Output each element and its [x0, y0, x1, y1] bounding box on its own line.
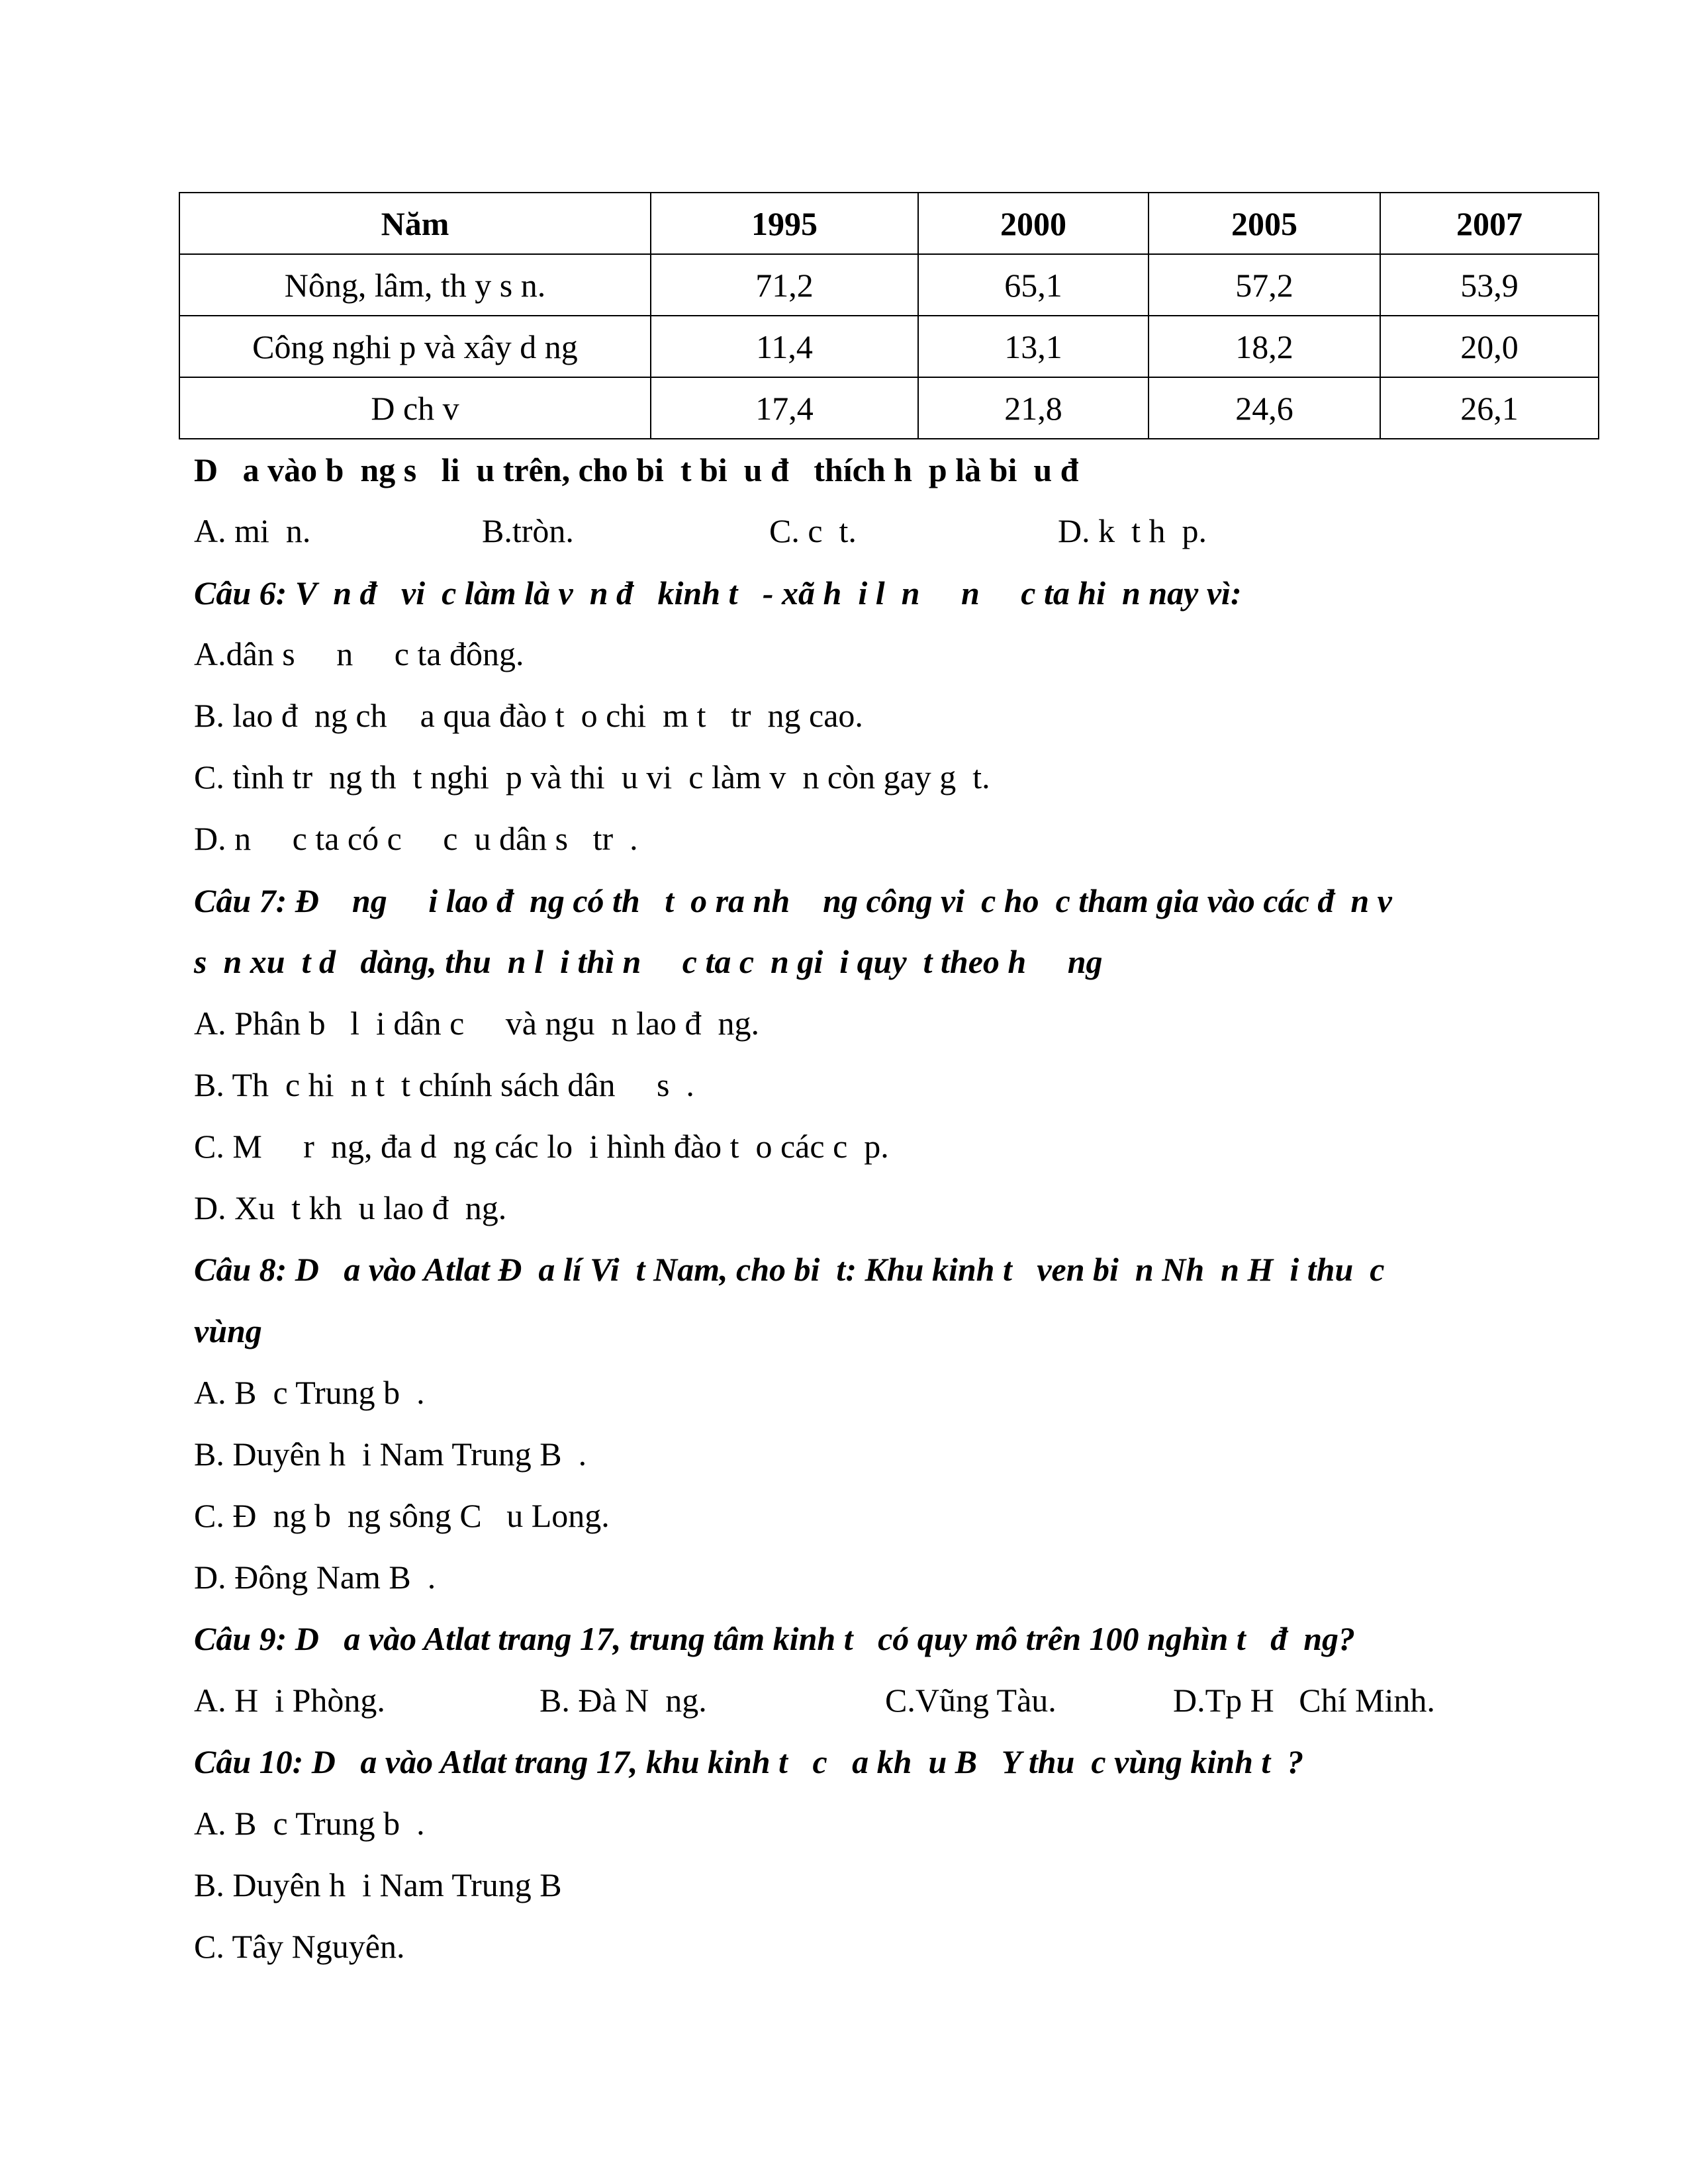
option-b: B. Duyên h i Nam Trung B [194, 1866, 562, 1903]
question-7-prompt-line1: Câu 7: Đ ng i lao đ ng có th t o ra nh ng công vi c ho c tham gia vào các đ n v [194, 882, 1392, 919]
table-cell: 13,1 [918, 316, 1149, 377]
table-cell: 20,0 [1380, 316, 1599, 377]
question-9-prompt: Câu 9: D a vào Atlat trang 17, trung tâm kinh t có quy mô trên 100 nghìn t đ ng? [194, 1620, 1356, 1657]
question-5-options [0, 511, 1688, 551]
option-d: D. n c ta có c c u dân s tr . [194, 820, 638, 857]
option-a: A. B c Trung b . [194, 1805, 425, 1842]
table-header-cell: Năm [179, 193, 651, 254]
option-c: C. tình tr ng th t nghi p và thi u vi c làm v n còn gay g t. [194, 758, 990, 796]
table-cell: D ch v [179, 377, 651, 439]
option-a: A. B c Trung b . [194, 1374, 425, 1411]
option-c: C. Tây Nguyên. [194, 1928, 405, 1965]
option-d: D. Đông Nam B . [194, 1559, 436, 1596]
question-9-options [0, 1680, 1688, 1720]
option-a: A. Phân b l i dân c và ngu n lao đ ng. [194, 1005, 760, 1042]
question-6-prompt: Câu 6: V n đ vi c làm là v n đ kinh t - xã h i l n n c ta hi n nay vì: [194, 574, 1242, 612]
question-8-prompt-line1: Câu 8: D a vào Atlat Đ a lí Vi t Nam, cho bi t: Khu kinh t ven bi n Nh n H i thu c [194, 1251, 1385, 1288]
option-c: C. c t. [769, 512, 857, 549]
option-c: C. M r ng, đa d ng các lo i hình đào t o các c p. [194, 1128, 889, 1165]
table-cell: 21,8 [918, 377, 1149, 439]
table-row [179, 316, 1599, 377]
table-cell: 26,1 [1380, 377, 1599, 439]
table-header-cell: 2000 [918, 193, 1149, 254]
option-d: D.Tp H Chí Minh. [1173, 1682, 1435, 1719]
option-d: D. Xu t kh u lao đ ng. [194, 1189, 507, 1226]
option-c: C. Đ ng b ng sông C u Long. [194, 1497, 610, 1534]
table-cell: 11,4 [651, 316, 918, 377]
table-cell: 18,2 [1149, 316, 1380, 377]
table-cell: 53,9 [1380, 254, 1599, 316]
option-b: B.tròn. [482, 512, 574, 549]
table-header-row [179, 193, 1599, 254]
option-a: A.dân s n c ta đông. [194, 635, 524, 672]
table-cell: 71,2 [651, 254, 918, 316]
option-b: B. lao đ ng ch a qua đào t o chi m t tr ng cao. [194, 697, 863, 734]
table-header-cell: 2005 [1149, 193, 1380, 254]
table-cell: 57,2 [1149, 254, 1380, 316]
table-header-cell: 1995 [651, 193, 918, 254]
question-7-prompt-line2: s n xu t d dàng, thu n l i thì n c ta c n gi i quy t theo h ng [194, 943, 1103, 980]
table-cell: Nông, lâm, th y s n. [179, 254, 651, 316]
table-header-cell: 2007 [1380, 193, 1599, 254]
option-d: D. k t h p. [1058, 512, 1207, 549]
table-cell: 65,1 [918, 254, 1149, 316]
table-cell: 24,6 [1149, 377, 1380, 439]
table-row [179, 377, 1599, 439]
option-a: A. H i Phòng. [194, 1682, 385, 1719]
table-cell: 17,4 [651, 377, 918, 439]
option-b: B. Duyên h i Nam Trung B . [194, 1435, 587, 1473]
option-c: C.Vũng Tàu. [885, 1682, 1056, 1719]
question-10-prompt: Câu 10: D a vào Atlat trang 17, khu kinh t c a kh u B Y thu c vùng kinh t ? [194, 1743, 1304, 1780]
option-b: B. Th c hi n t t chính sách dân s . [194, 1066, 694, 1103]
option-b: B. Đà N ng. [539, 1682, 707, 1719]
question-5-prompt: D a vào b ng s li u trên, cho bi t bi u đ thích h p là bi u đ [194, 451, 1079, 488]
table-cell: Công nghi p và xây d ng [179, 316, 651, 377]
table-row [179, 254, 1599, 316]
question-8-prompt-line2: vùng [194, 1312, 262, 1349]
data-table [179, 192, 1599, 439]
option-a: A. mi n. [194, 512, 311, 549]
